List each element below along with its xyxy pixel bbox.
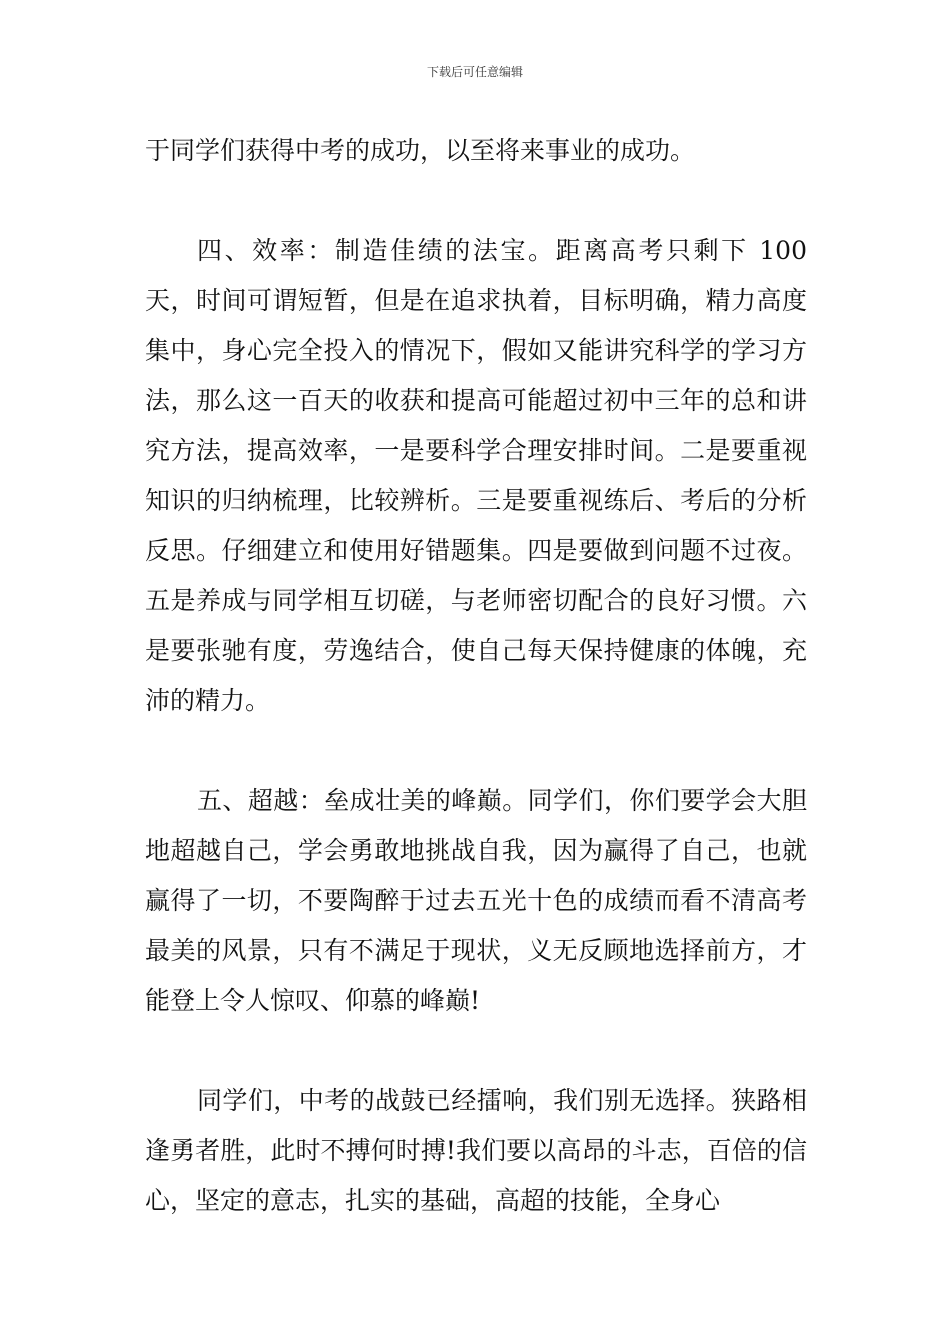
paragraph-gap bbox=[145, 176, 807, 226]
paragraph-2: 四、效率：制造佳绩的法宝。距离高考只剩下 100 天，时间可谓短暂，但是在追求执着，目标明确，精力高度集中，身心完全投入的情况下，假如又能讲究科学的学习方法，那么这一百天的收获和提高可能超过初中三年的总和讲究方法，提高效率，一是要科学合理安排时间。二是要重视知识的归纳梳理，比较辨析。三是要重视练后、考后的分析反思。仔细建立和使用好错题集。四是要做到问题不过夜。五是养成与同学相互切磋，与老师密切配合的良好习惯。六是要张驰有度，劳逸结合，使自己每天保持健康的体魄，充沛的精力。 bbox=[145, 236, 807, 715]
paragraph-gap bbox=[145, 726, 807, 776]
paragraph-3: 五、超越：垒成壮美的峰巅。同学们，你们要学会大胆地超越自己，学会勇敢地挑战自我，因为赢得了自己，也就赢得了一切，不要陶醉于过去五光十色的成绩而看不清高考最美的风景，只有不满足于现状，义无反顾地选择前方，才能登上令人惊叹、仰慕的峰巅! bbox=[145, 786, 807, 1015]
page-header: 下载后可任意编辑 bbox=[426, 65, 523, 79]
paragraph-gap bbox=[145, 1026, 807, 1076]
paragraph-4: 同学们，中考的战鼓已经擂响，我们别无选择。狭路相逢勇者胜，此时不搏何时搏!我们要以高昂的斗志，百倍的信心，坚定的意志，扎实的基础，高超的技能，全身心 bbox=[145, 1086, 807, 1215]
document-body bbox=[145, 126, 807, 1226]
paragraph-1: 于同学们获得中考的成功，以至将来事业的成功。 bbox=[145, 136, 696, 165]
